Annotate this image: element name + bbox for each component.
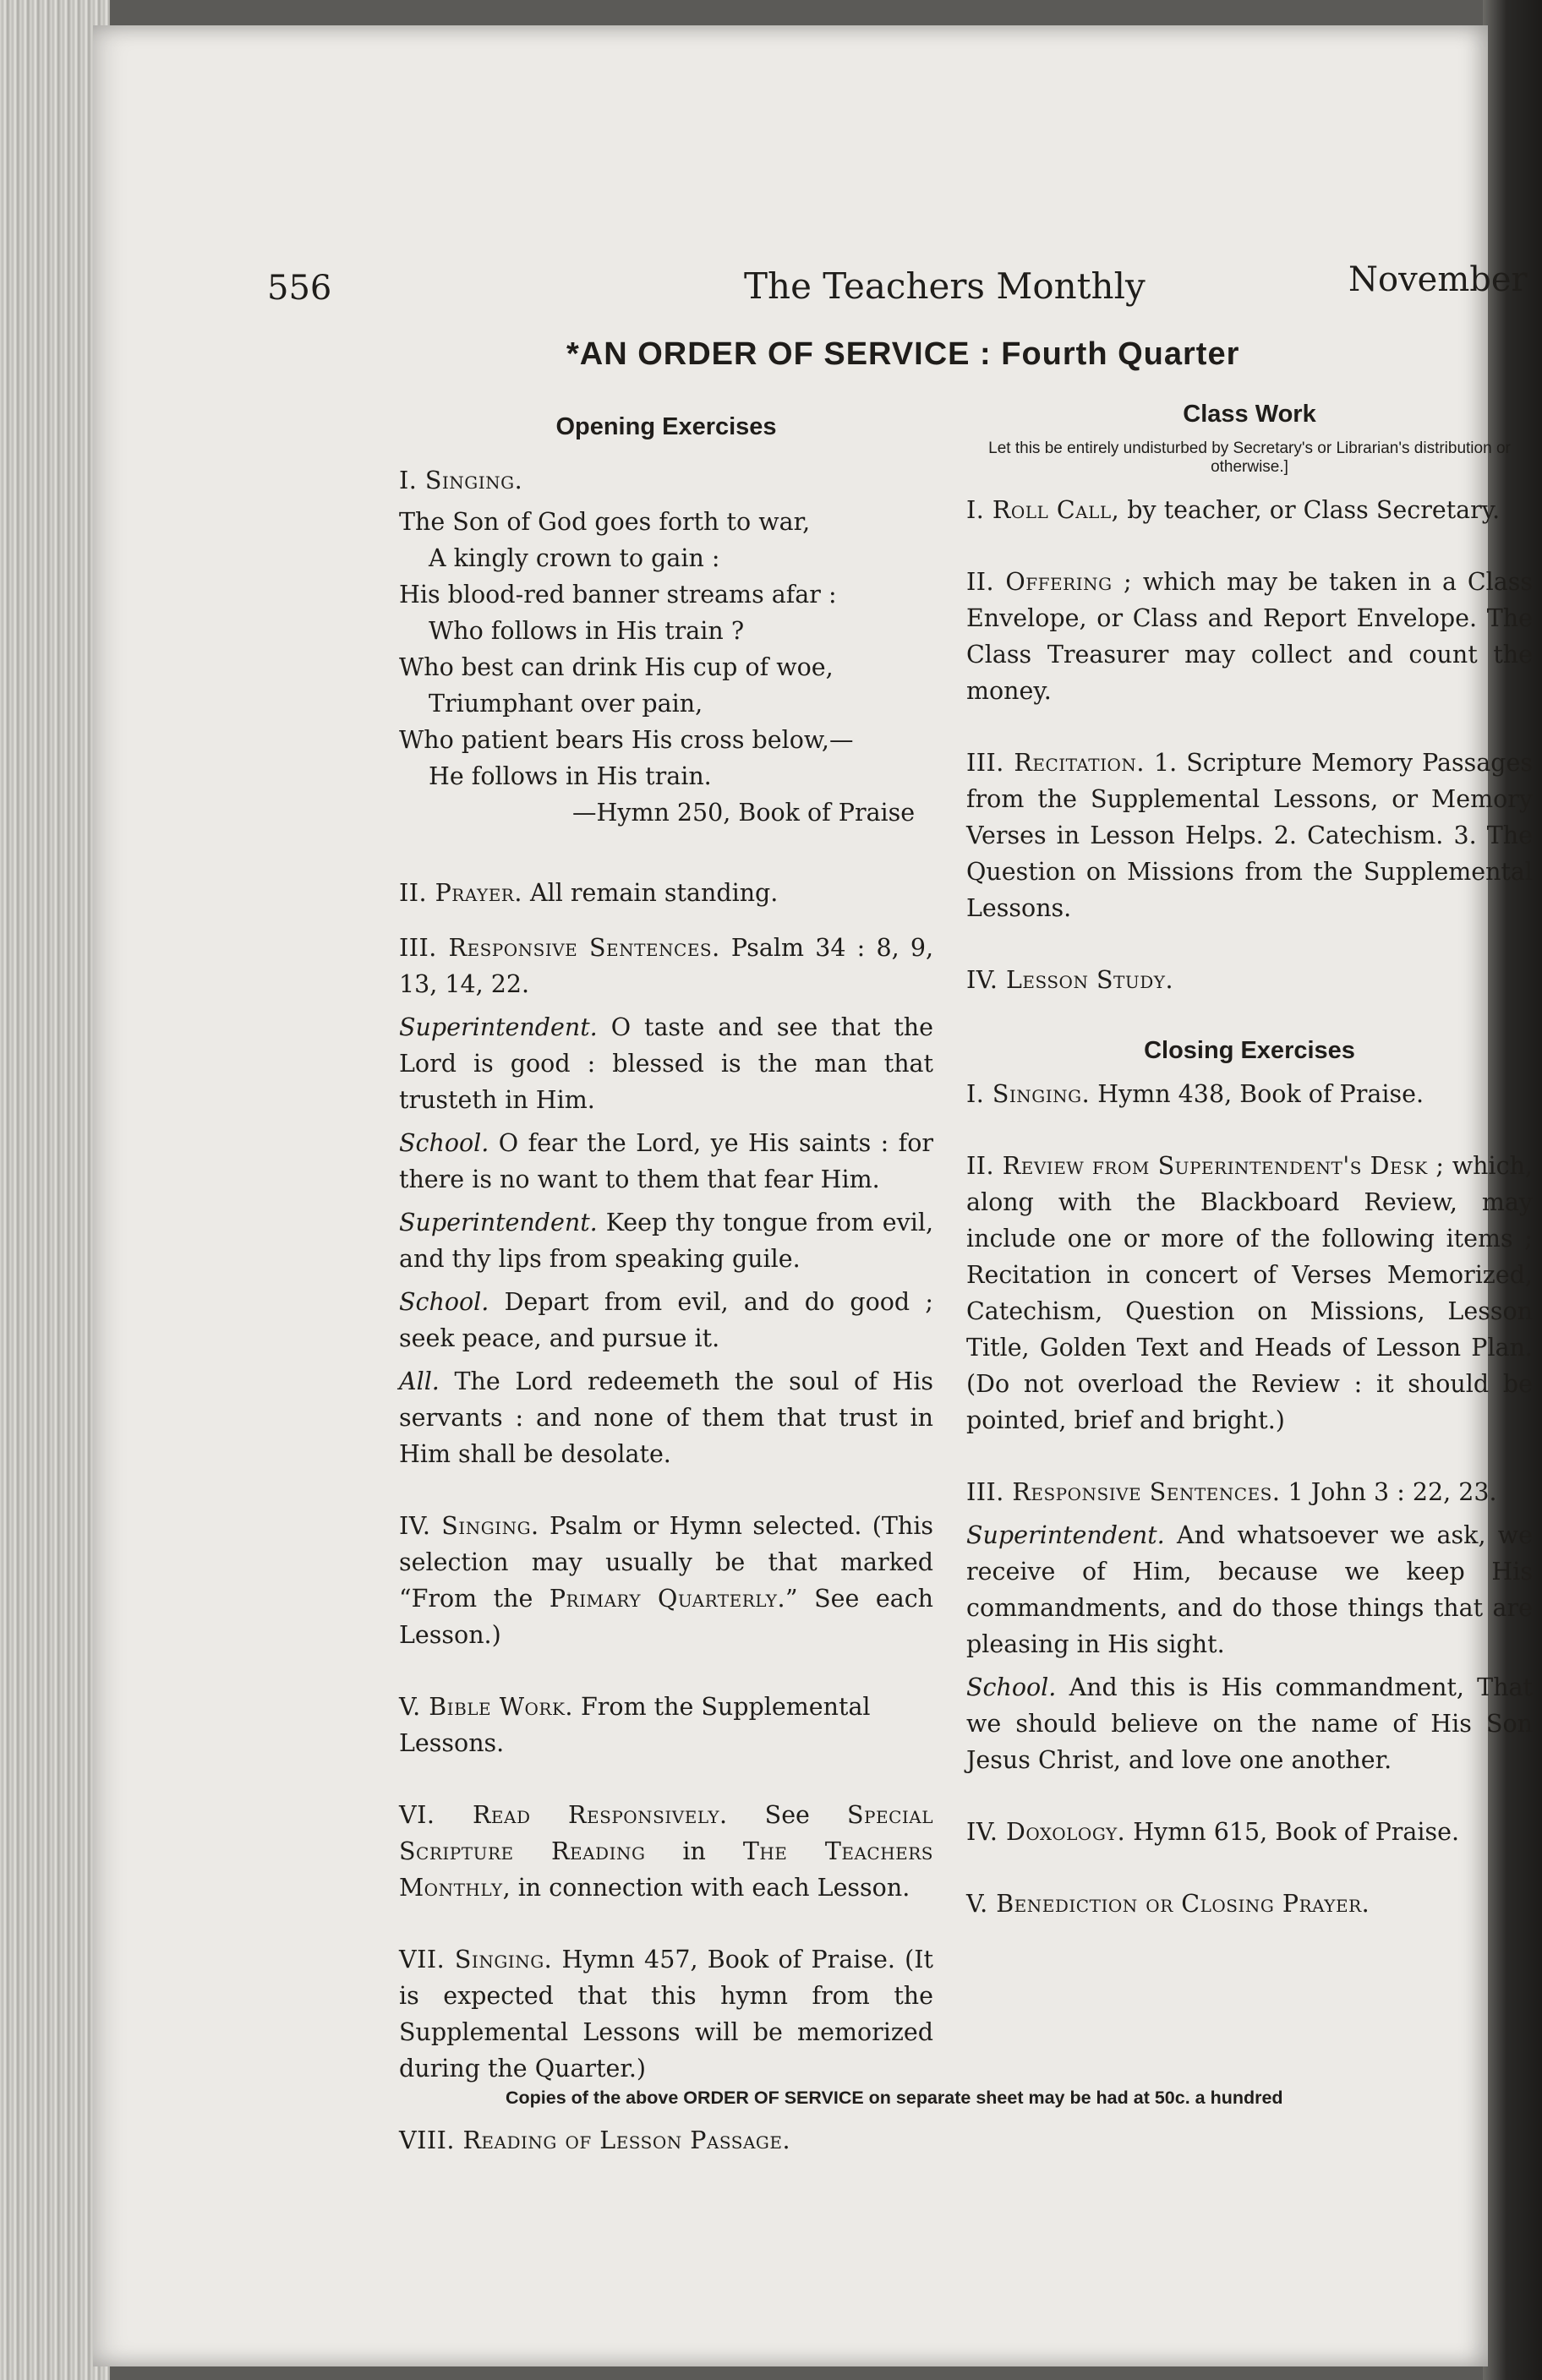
recitation-label: III. Recitation. <box>966 749 1145 777</box>
singing-text: Hymn 457, Book of Praise. (It is expected that this hymn from the Supplemental Lessons will be memorized during the Quarter.) <box>399 1946 933 2082</box>
singing-label: I. Singing. <box>966 1080 1091 1108</box>
response-text: And this is His commandment, That we should believe on the name of His Son Jesus Christ, and love one another. <box>966 1673 1533 1774</box>
item-singing-hymn <box>399 1941 933 2087</box>
read-text: , in connection with each Lesson. <box>502 1874 910 1902</box>
running-title: The Teachers Monthly <box>744 265 1146 307</box>
response-text: Keep thy tongue from evil, and thy lips from speaking guile. <box>399 1209 933 1273</box>
hymn-verse <box>399 504 933 831</box>
page <box>93 25 1534 2366</box>
responsive-label: III. Responsive Sentences. <box>966 1478 1281 1506</box>
primary-quarterly-ref: Primary Quarterly. <box>549 1585 786 1613</box>
opening-exercises-heading: Opening Exercises <box>555 413 777 440</box>
main-title: *AN ORDER OF SERVICE : Fourth Quarter <box>566 336 1240 372</box>
teachers-monthly-ref: The Teachers Monthly <box>399 1837 934 1902</box>
hymn-line: He follows in His train. <box>429 762 712 790</box>
speaker: All. <box>399 1367 440 1395</box>
response-text: The Lord redeemeth the soul of His servants : and none of them that trust in Him shall be desolate. <box>399 1367 934 1468</box>
speaker: Superintendent. <box>966 1521 1165 1549</box>
item-read-responsively <box>399 1797 933 1906</box>
prayer-label: II. Prayer. <box>399 879 522 907</box>
offering-text: which may be taken in a Class Envelope, or Class and Report Envelope. The Class Treasurer may collect and count the money. <box>966 568 1534 705</box>
speaker: School. <box>966 1673 1057 1701</box>
item-doxology <box>966 1814 1533 1850</box>
hymn-line: Who patient bears His cross below,— <box>399 726 854 754</box>
item-singing: I. Singing. <box>399 467 523 494</box>
response <box>966 1669 1533 1778</box>
response <box>966 1517 1533 1662</box>
singing-label: VII. Singing. <box>399 1946 553 1973</box>
hymn-line: A kingly crown to gain : <box>429 544 720 572</box>
page-number: 556 <box>267 269 332 308</box>
offering-label: II. Offering ; <box>966 568 1133 596</box>
responsive-ref: 1 John 3 : 22, 23. <box>1288 1478 1497 1506</box>
bible-work-label: V. Bible Work. <box>399 1693 573 1721</box>
item-reading-lesson: VIII. Reading of Lesson Passage. <box>399 2126 791 2154</box>
left-column <box>399 410 933 2159</box>
bible-work-text: From the Supplemental Lessons. <box>399 1693 871 1757</box>
item-benediction: V. Benediction or Closing Prayer. <box>966 1890 1370 1918</box>
hymn-line: His blood-red banner streams afar : <box>399 581 837 609</box>
item-lesson-study: IV. Lesson Study. <box>966 966 1174 994</box>
hymn-line: Triumphant over pain, <box>429 690 703 718</box>
hymn-line: Who best can drink His cup of woe, <box>399 653 834 681</box>
response <box>399 1363 933 1472</box>
prayer-text: All remain standing. <box>530 879 779 907</box>
read-responsively-label: VI. Read Responsively. <box>399 1801 728 1829</box>
item-bible-work <box>399 1689 933 1761</box>
speaker: Superintendent. <box>399 1013 598 1041</box>
class-work-heading: Class Work <box>1183 401 1316 428</box>
read-text: in <box>682 1837 706 1865</box>
roll-call-label: I. Roll Call, <box>966 496 1120 524</box>
footer-note: Copies of the above ORDER OF SERVICE on separate sheet may be had at 50c. a hundred <box>506 2088 1283 2108</box>
speaker: Superintendent. <box>399 1209 598 1236</box>
review-text: which, along with the Blackboard Review, may include one or more of the following items ; Recitation in concert of Verses Memorized, Catechism, Question on Missions, Lesson Title, Golden Text and Heads of Lesson Plan. (Do not overload the Review : it should be pointed, brief and bright.) <box>966 1152 1534 1434</box>
singing-text: Hymn 438, Book of Praise. <box>1097 1080 1424 1108</box>
response <box>399 1284 933 1356</box>
special-reading-ref: Special Scripture Reading <box>399 1801 934 1865</box>
response-text: And whatsoever we ask, we receive of Him, because we keep His commandments, and do those things that are pleasing in His sight. <box>966 1521 1533 1658</box>
item-review <box>966 1148 1533 1438</box>
item-recitation <box>966 745 1533 926</box>
class-work-note: Let this be entirely undisturbed by Secretary's or Librarian's distribution or otherwise.] <box>988 439 1511 476</box>
singing-text: Psalm or Hymn selected. (This selection may usually be that marked “From the <box>399 1512 933 1613</box>
item-singing-selected <box>399 1508 933 1653</box>
responsive-label: III. Responsive Sentences. <box>399 934 720 962</box>
response-text: Depart from evil, and do good ; seek peace, and pursue it. <box>399 1288 933 1352</box>
read-text: See <box>764 1801 810 1829</box>
response-text: O taste and see that the Lord is good : blessed is the man that trusteth in Him. <box>399 1013 933 1114</box>
right-column <box>966 397 1533 1922</box>
item-closing-responsive <box>966 1474 1533 1510</box>
roll-call-text: by teacher, or Class Secretary. <box>1127 496 1501 524</box>
item-prayer <box>399 875 933 911</box>
running-month: November <box>1348 260 1528 299</box>
response <box>399 1009 933 1118</box>
hymn-line: Who follows in His train ? <box>429 617 745 645</box>
item-responsive-sentences <box>399 930 933 1002</box>
doxology-text: Hymn 615, Book of Praise. <box>1133 1818 1460 1846</box>
response <box>399 1125 933 1198</box>
hymn-line: The Son of God goes forth to war, <box>399 508 811 536</box>
doxology-label: IV. Doxology. <box>966 1818 1126 1846</box>
item-roll-call <box>966 492 1533 528</box>
item-offering <box>966 564 1533 709</box>
speaker: School. <box>399 1129 489 1157</box>
hymn-attribution: —Hymn 250, Book of Praise <box>572 799 916 827</box>
review-label: II. Review from Superintendent's Desk ; <box>966 1152 1445 1180</box>
speaker: School. <box>399 1288 489 1316</box>
closing-exercises-heading: Closing Exercises <box>1144 1037 1355 1064</box>
response-text: O fear the Lord, ye His saints : for there is no want to them that fear Him. <box>399 1129 933 1193</box>
response <box>399 1204 933 1277</box>
item-closing-singing <box>966 1076 1533 1112</box>
singing-label: IV. Singing. <box>399 1512 539 1540</box>
responsive-ref: Psalm 34 : 8, 9, 13, 14, 22. <box>399 934 934 998</box>
singing-text-end: ” See each Lesson.) <box>399 1585 934 1649</box>
recitation-text: 1. Scripture Memory Passages from the Supplemental Lessons, or Memory Verses in Lesson Helps. 2. Catechism. 3. The Question on Missions from the Supplemental Lessons. <box>966 749 1533 922</box>
